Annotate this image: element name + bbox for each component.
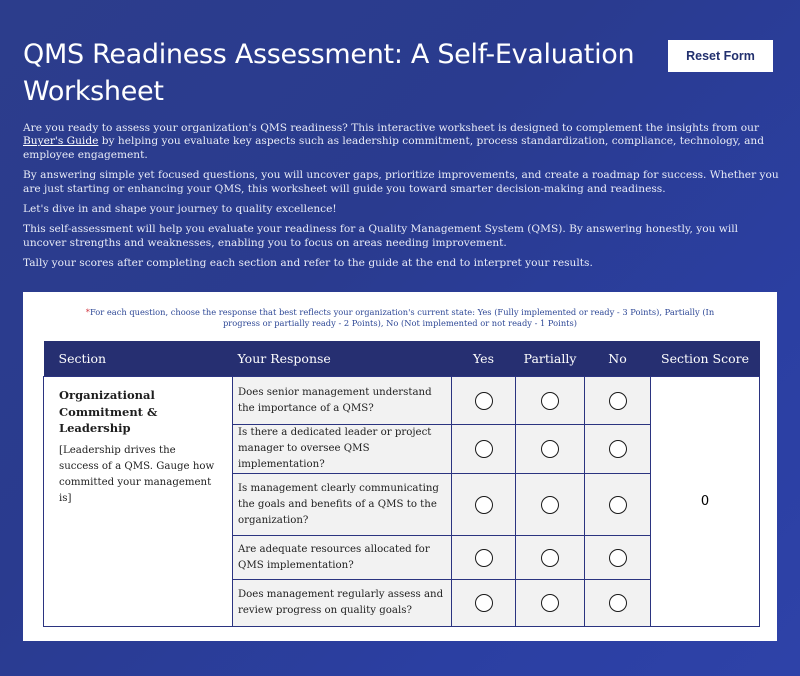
question-text: Is there a dedicated leader or project manager to oversee QMS implementation? bbox=[233, 425, 452, 474]
assessment-card bbox=[23, 292, 777, 641]
radio-partially-q3[interactable] bbox=[541, 496, 559, 514]
header-no: No bbox=[585, 341, 651, 377]
radio-no-q4[interactable] bbox=[609, 549, 627, 567]
radio-cell-partially bbox=[516, 425, 585, 474]
page-title: QMS Readiness Assessment: A Self-Evaluation Worksheet bbox=[23, 39, 635, 107]
radio-cell-no bbox=[585, 474, 651, 536]
intro-paragraph-1 bbox=[23, 122, 783, 162]
radio-yes-q4[interactable] bbox=[475, 549, 493, 567]
table-row bbox=[44, 377, 760, 425]
radio-cell-no bbox=[585, 536, 651, 580]
intro-p1-text-b: by helping you evaluate key aspects such as leadership commitment, process standardization, compliance, technology, and employee engagement. bbox=[23, 135, 765, 161]
header-yes: Yes bbox=[452, 341, 516, 377]
intro-paragraph-4: This self-assessment will help you evaluate your readiness for a Quality Management System (QMS). By answering honestly, you will uncover strengths and weaknesses, enabling you to focus on areas needing improvement. bbox=[23, 223, 739, 249]
section-title: Organizational Commitment & Leadership bbox=[59, 388, 158, 435]
intro-paragraph-3: Let's dive in and shape your journey to quality excellence! bbox=[23, 203, 337, 216]
radio-yes-q3[interactable] bbox=[475, 496, 493, 514]
radio-yes-q2[interactable] bbox=[475, 440, 493, 458]
section-description: [Leadership drives the success of a QMS. Gauge how committed your management is] bbox=[59, 444, 215, 504]
question-text: Does management regularly assess and review progress on quality goals? bbox=[233, 580, 452, 627]
radio-no-q5[interactable] bbox=[609, 594, 627, 612]
radio-cell-no bbox=[585, 377, 651, 425]
radio-partially-q1[interactable] bbox=[541, 392, 559, 410]
assessment-table bbox=[43, 341, 760, 627]
radio-cell-no bbox=[585, 580, 651, 627]
radio-partially-q4[interactable] bbox=[541, 549, 559, 567]
radio-partially-q2[interactable] bbox=[541, 440, 559, 458]
radio-yes-q1[interactable] bbox=[475, 392, 493, 410]
header-partially: Partially bbox=[516, 341, 585, 377]
intro-paragraph-5: Tally your scores after completing each section and refer to the guide at the end to interpret your results. bbox=[23, 257, 593, 270]
radio-cell-partially bbox=[516, 536, 585, 580]
buyers-guide-link[interactable]: Buyer's Guide bbox=[23, 135, 99, 148]
radio-cell-yes bbox=[452, 377, 516, 425]
radio-yes-q5[interactable] bbox=[475, 594, 493, 612]
intro-text bbox=[23, 122, 783, 278]
section-score: 0 bbox=[651, 377, 760, 627]
radio-no-q3[interactable] bbox=[609, 496, 627, 514]
radio-cell-partially bbox=[516, 580, 585, 627]
header-response: Your Response bbox=[233, 341, 452, 377]
radio-no-q2[interactable] bbox=[609, 440, 627, 458]
scoring-note bbox=[85, 307, 715, 329]
header-section: Section bbox=[44, 341, 233, 377]
radio-partially-q5[interactable] bbox=[541, 594, 559, 612]
radio-cell-yes bbox=[452, 474, 516, 536]
header-section-score: Section Score bbox=[651, 341, 760, 377]
intro-paragraph-2: By answering simple yet focused questions, you will uncover gaps, prioritize improvements, and create a roadmap for success. Whether you are just starting or enhancing your QMS, this worksheet will guide you toward smarter decision-making and readiness. bbox=[23, 169, 779, 195]
page-header bbox=[23, 36, 643, 110]
intro-p1-text-a: Are you ready to assess your organization's QMS readiness? This interactive worksheet is designed to complement the insights from our bbox=[23, 122, 760, 134]
question-text: Does senior management understand the importance of a QMS? bbox=[233, 377, 452, 425]
question-text: Are adequate resources allocated for QMS implementation? bbox=[233, 536, 452, 580]
question-text: Is management clearly communicating the goals and benefits of a QMS to the organization? bbox=[233, 474, 452, 536]
radio-cell-no bbox=[585, 425, 651, 474]
section-cell bbox=[44, 377, 233, 627]
scoring-note-text: For each question, choose the response that best reflects your organization's current state: Yes (Fully implemented or ready - 3 Points), Partially (In progress or partially ready - 2 Points), No (Not implemented or not ready - 1 Points) bbox=[89, 307, 715, 328]
table-header-row bbox=[44, 341, 760, 377]
radio-cell-partially bbox=[516, 377, 585, 425]
reset-form-button[interactable]: Reset Form bbox=[668, 40, 773, 72]
radio-cell-yes bbox=[452, 536, 516, 580]
required-star: * bbox=[85, 307, 90, 317]
radio-cell-yes bbox=[452, 425, 516, 474]
radio-cell-yes bbox=[452, 580, 516, 627]
radio-no-q1[interactable] bbox=[609, 392, 627, 410]
radio-cell-partially bbox=[516, 474, 585, 536]
